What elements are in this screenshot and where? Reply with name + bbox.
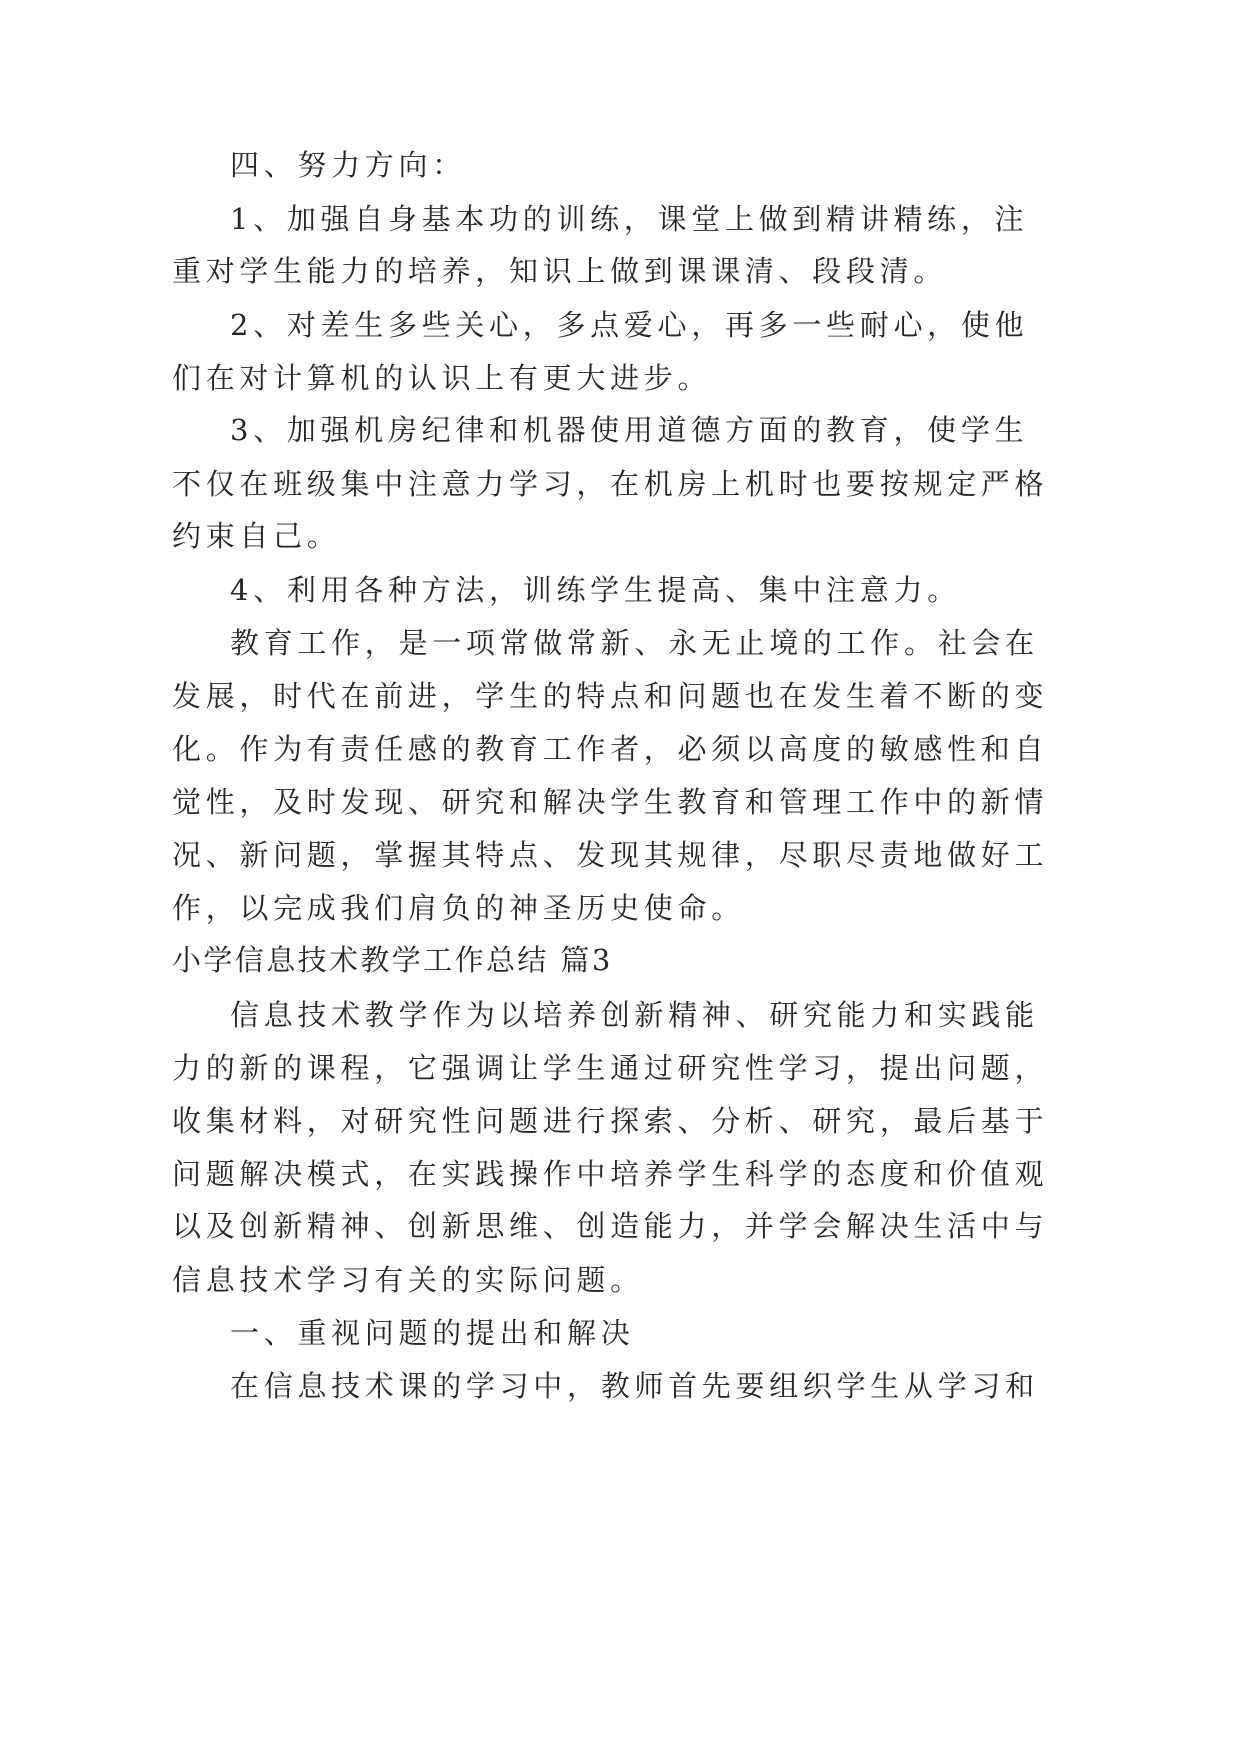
paragraph-line: 重对学生能力的培养，知识上做到课课清、段段清。 bbox=[172, 254, 948, 288]
paragraph-line: 发展，时代在前进，学生的特点和问题也在发生着不断的变 bbox=[172, 679, 1049, 713]
paragraph-line: 收集材料，对研究性问题进行探索、分析、研究，最后基于 bbox=[172, 1104, 1049, 1138]
paragraph-line: 作，以完成我们肩负的神圣历史使命。 bbox=[172, 891, 745, 925]
paragraph-line: 约束自己。 bbox=[172, 519, 341, 553]
paragraph-line: 信息技术教学作为以培养创新精神、研究能力和实践能 bbox=[230, 998, 1039, 1032]
paragraph-line: 在信息技术课的学习中，教师首先要组织学生从学习和 bbox=[230, 1369, 1039, 1403]
paragraph-line: 觉性，及时发现、研究和解决学生教育和管理工作中的新情 bbox=[172, 785, 1049, 819]
section-title: 小学信息技术教学工作总结 篇3 bbox=[172, 943, 613, 977]
paragraph-line: 问题解决模式，在实践操作中培养学生科学的态度和价值观 bbox=[172, 1157, 1049, 1191]
paragraph-line: 况、新问题，掌握其特点、发现其规律，尽职尽责地做好工 bbox=[172, 838, 1049, 872]
paragraph-line: 不仅在班级集中注意力学习，在机房上机时也要按规定严格 bbox=[172, 467, 1049, 501]
paragraph-line: 以及创新精神、创新思维、创造能力，并学会解决生活中与 bbox=[172, 1209, 1049, 1243]
paragraph-line: 1、加强自身基本功的训练，课堂上做到精讲精练，注 bbox=[230, 202, 1029, 236]
paragraph-line: 3、加强机房纪律和机器使用道德方面的教育，使学生 bbox=[230, 413, 1029, 447]
paragraph-line: 教育工作，是一项常做常新、永无止境的工作。社会在 bbox=[230, 626, 1039, 660]
paragraph-line: 4、利用各种方法，训练学生提高、集中注意力。 bbox=[230, 573, 961, 607]
paragraph-line: 们在对计算机的认识上有更大进步。 bbox=[172, 361, 712, 395]
paragraph-line: 力的新的课程，它强调让学生通过研究性学习，提出问题， bbox=[172, 1051, 1049, 1085]
paragraph-line: 化。作为有责任感的教育工作者，必须以高度的敏感性和自 bbox=[172, 732, 1049, 766]
paragraph-line: 2、对差生多些关心，多点爱心，再多一些耐心，使他 bbox=[230, 308, 1029, 342]
subheading-line: 一、重视问题的提出和解决 bbox=[230, 1316, 635, 1350]
paragraph-line: 信息技术学习有关的实际问题。 bbox=[172, 1263, 644, 1297]
heading-effort-direction: 四、努力方向： bbox=[230, 148, 466, 182]
